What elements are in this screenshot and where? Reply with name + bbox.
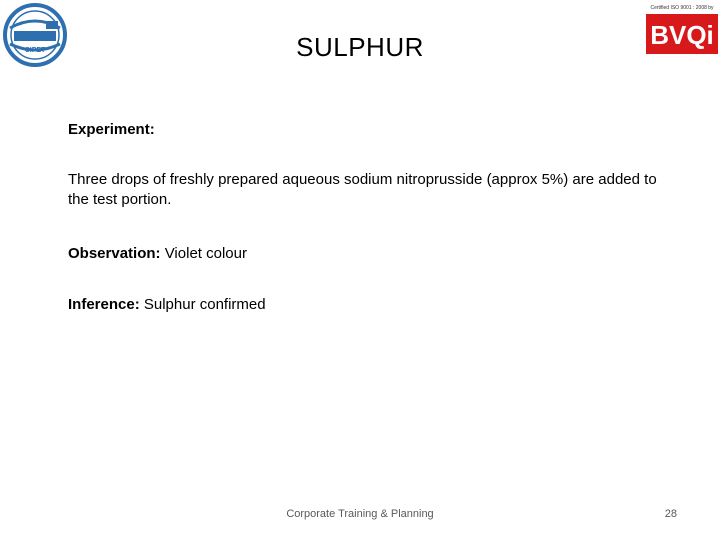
experiment-description: Three drops of freshly prepared aqueous sodium nitroprusside (approx 5%) are added to the test portion. xyxy=(68,171,657,208)
certification-text: Certified ISO 9001 : 2008 by xyxy=(650,5,714,11)
footer-text: Corporate Training & Planning xyxy=(286,508,434,520)
bvqi-brand-text: BVQi xyxy=(650,20,714,50)
inference-label: Inference: xyxy=(68,296,140,313)
inference-value: Sulphur confirmed xyxy=(139,296,266,313)
observation-value: Violet colour xyxy=(160,245,247,262)
observation-line xyxy=(68,244,668,264)
inference-line xyxy=(68,295,668,315)
slide-title: SULPHUR xyxy=(296,32,424,62)
page-number: 28 xyxy=(664,508,677,520)
cipet-logo-text: CIPET xyxy=(24,47,46,54)
observation-label: Observation: xyxy=(68,245,161,262)
experiment-heading: Experiment: xyxy=(68,121,155,138)
